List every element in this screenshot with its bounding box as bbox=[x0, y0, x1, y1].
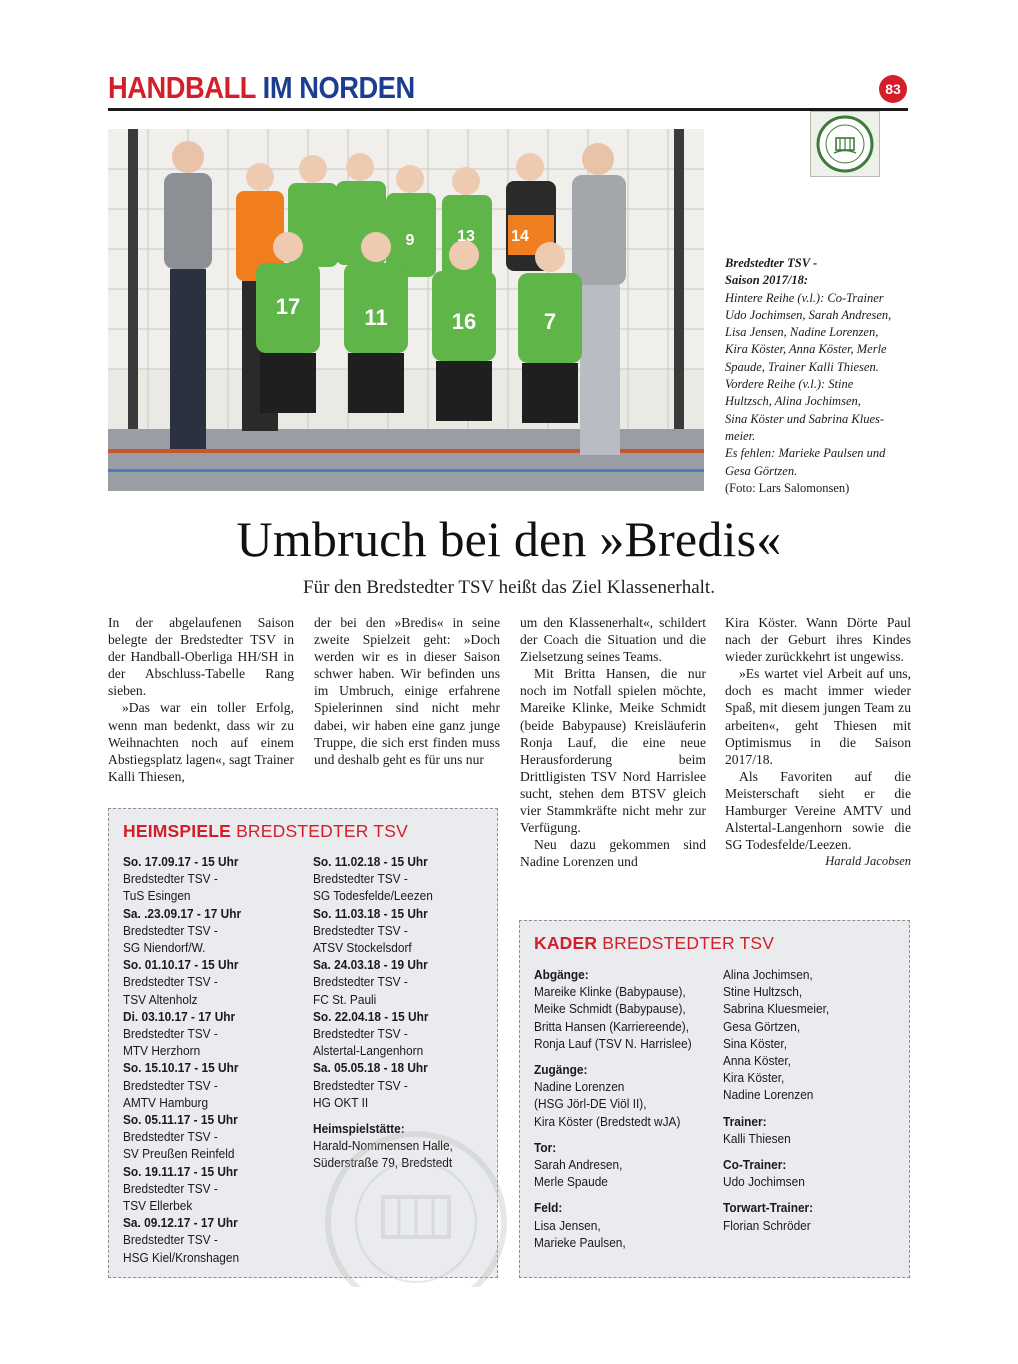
cotrainer-name: Udo Jochimsen bbox=[723, 1174, 805, 1190]
paragraph: »Es wartet viel Arbeit auf uns, doch es macht immer wieder Spaß, mit diesem jungen Team zu arbeiten«, geht Thiesen mit Optimismus in die Saison 2017/18. bbox=[725, 666, 911, 767]
kader-box bbox=[519, 920, 910, 1278]
game-date: So. 11.03.18 - 15 Uhr bbox=[313, 905, 428, 921]
caption-line: Es fehlen: Marieke Paulsen und bbox=[725, 446, 886, 461]
game-date: So. 01.10.17 - 15 Uhr bbox=[123, 957, 239, 973]
heimspiele-title bbox=[123, 821, 408, 842]
paragraph: In der abgelaufenen Saison belegte der Bredstedter TSV in der Handball-Oberliga HH/SH in der Abschluss-Tabelle Rang sieben. bbox=[108, 615, 294, 699]
jersey-number: 9 bbox=[405, 232, 415, 249]
caption-title: Bredstedter TSV - bbox=[725, 256, 818, 270]
game-home: Bredstedter TSV - bbox=[123, 1180, 218, 1196]
paragraph: der bei den »Bredis« in seine zweite Spielzeit geht: »Doch werden wir es in dieser Saison schwer haben. Wir befinden uns im Umbruch, einige erfahrene Spielerinnen sind nicht mehr dabei, wir haben eine ganz junge Truppe, die sich erst finden muss und deshalb geht es für uns nur bbox=[314, 615, 500, 767]
caption-line: Lisa Jensen, Nadine Lorenzen, bbox=[725, 325, 879, 340]
masthead-handball: HANDBALL bbox=[108, 70, 256, 105]
game-away: FC St. Pauli bbox=[313, 991, 377, 1007]
game-away: TuS Esingen bbox=[123, 888, 191, 904]
club-logo bbox=[810, 111, 880, 177]
heimspiele-title-bold: HEIMSPIELE bbox=[123, 821, 231, 841]
game-date: Sa. 05.05.18 - 18 Uhr bbox=[313, 1060, 428, 1076]
article-column-1 bbox=[108, 614, 294, 785]
game-home: Bredstedter TSV - bbox=[313, 871, 408, 887]
heimspiele-title-normal: BREDSTEDTER TSV bbox=[236, 821, 408, 841]
caption-line: meier. bbox=[725, 428, 756, 443]
article-author: Harald Jacobsen bbox=[825, 854, 911, 869]
feld-item: Gesa Görtzen, bbox=[723, 1018, 801, 1034]
heimspiele-list-right bbox=[313, 853, 493, 1172]
zugang-item: (HSG Jörl-DE Viöl II), bbox=[534, 1096, 647, 1112]
abgang-item: Meike Schmidt (Babypause), bbox=[534, 1001, 686, 1017]
game-date: So. 17.09.17 - 15 Uhr bbox=[123, 854, 239, 869]
torwart-trainer-label: Torwart-Trainer: bbox=[723, 1200, 814, 1216]
article-column-2 bbox=[314, 614, 500, 768]
article-subhead: Für den Bredstedter TSV heißt das Ziel Klassenerhalt. bbox=[303, 577, 715, 598]
game-home: Bredstedter TSV - bbox=[123, 1026, 218, 1042]
game-home: Bredstedter TSV - bbox=[313, 1026, 408, 1042]
caption-line: Udo Jochimsen, Sarah Andresen, bbox=[725, 307, 892, 322]
photo-caption bbox=[725, 255, 915, 497]
game-date: So. 19.11.17 - 15 Uhr bbox=[123, 1163, 238, 1179]
abgang-item: Britta Hansen (Karriereende), bbox=[534, 1018, 690, 1034]
trainer-name: Kalli Thiesen bbox=[723, 1130, 791, 1146]
game-away: SV Preußen Reinfeld bbox=[123, 1146, 235, 1162]
game-home: Bredstedter TSV - bbox=[123, 1129, 218, 1145]
caption-line: Hintere Reihe (v.l.): Co-Trainer bbox=[725, 290, 884, 305]
kader-list-right bbox=[723, 966, 894, 1234]
tor-item: Sarah Andresen, bbox=[534, 1157, 623, 1173]
feld-item: Lisa Jensen, bbox=[534, 1217, 601, 1233]
team-photo bbox=[108, 129, 704, 491]
feld-item: Sina Köster, bbox=[723, 1035, 787, 1051]
game-away: TSV Altenholz bbox=[123, 991, 198, 1007]
caption-line: Kira Köster, Anna Köster, Merle bbox=[725, 342, 887, 357]
trainer-label: Trainer: bbox=[723, 1113, 767, 1129]
feld-item: Sabrina Kluesmeier, bbox=[723, 1001, 830, 1017]
club-watermark-icon bbox=[321, 1127, 511, 1287]
game-away: AMTV Hamburg bbox=[123, 1094, 209, 1110]
paragraph: Kira Köster. Wann Dörte Paul nach der Geburt ihres Kindes wieder zurückkehrt ist ungewiss. bbox=[725, 615, 911, 665]
article-column-4 bbox=[725, 614, 911, 870]
zugang-item: Nadine Lorenzen bbox=[534, 1079, 625, 1095]
feld-item: Anna Köster, bbox=[723, 1053, 791, 1069]
venue-label: Heimspielstätte: bbox=[313, 1121, 405, 1137]
game-date: So. 15.10.17 - 15 Uhr bbox=[123, 1060, 239, 1076]
feld-item: Nadine Lorenzen bbox=[723, 1087, 814, 1103]
heimspiele-box bbox=[108, 808, 498, 1278]
tor-label: Tor: bbox=[534, 1139, 557, 1155]
kader-title-bold: KADER bbox=[534, 933, 598, 953]
paragraph: Neu dazu gekommen sind Nadine Lorenzen und bbox=[520, 837, 706, 870]
kader-title-normal: BREDSTEDTER TSV bbox=[602, 933, 775, 953]
photo-credit: (Foto: Lars Salomonsen) bbox=[725, 480, 850, 495]
abgang-item: Mareike Klinke (Babypause), bbox=[534, 984, 686, 1000]
game-home: Bredstedter TSV - bbox=[123, 1232, 218, 1248]
jersey-number: 14 bbox=[511, 228, 529, 245]
jersey-number: 16 bbox=[451, 309, 477, 334]
feld-item: Stine Hultzsch, bbox=[723, 984, 803, 1000]
cotrainer-label: Co-Trainer: bbox=[723, 1157, 787, 1173]
feld-label: Feld: bbox=[534, 1200, 563, 1216]
zugang-item: Kira Köster (Bredstedt wJA) bbox=[534, 1113, 681, 1129]
game-date: Sa. 24.03.18 - 19 Uhr bbox=[313, 957, 428, 973]
kader-title bbox=[534, 933, 774, 954]
abgaenge-label: Abgänge: bbox=[534, 967, 589, 982]
game-date: Sa. .23.09.17 - 17 Uhr bbox=[123, 905, 242, 921]
game-away: HG OKT II bbox=[313, 1094, 369, 1110]
game-away: Alstertal-Langenhorn bbox=[313, 1043, 424, 1059]
game-away: TSV Ellerbek bbox=[123, 1198, 193, 1214]
paragraph: »Das war ein toller Erfolg, wenn man bedenkt, dass wir zu Weihnachten noch auf einem Abstiegsplatz lagen«, sagt Trainer Kalli Thiesen, bbox=[108, 700, 294, 784]
caption-line: Vordere Reihe (v.l.): Stine bbox=[725, 377, 854, 392]
feld-item: Marieke Paulsen, bbox=[534, 1234, 626, 1250]
game-away: ATSV Stockelsdorf bbox=[313, 940, 412, 956]
jersey-number: 7 bbox=[543, 309, 557, 334]
game-date: Sa. 09.12.17 - 17 Uhr bbox=[123, 1215, 238, 1231]
heimspiele-list-left bbox=[123, 853, 303, 1266]
game-home: Bredstedter TSV - bbox=[313, 922, 408, 938]
game-home: Bredstedter TSV - bbox=[123, 974, 218, 990]
masthead-im-norden: IM NORDEN bbox=[262, 70, 415, 105]
tor-item: Merle Spaude bbox=[534, 1174, 608, 1190]
caption-title: Saison 2017/18: bbox=[725, 273, 809, 288]
zugaenge-label: Zugänge: bbox=[534, 1062, 588, 1078]
article-headline: Umbruch bei den »Bredis« bbox=[236, 511, 782, 567]
game-date: So. 05.11.17 - 15 Uhr bbox=[123, 1112, 238, 1128]
jersey-number: 17 bbox=[275, 294, 301, 319]
paragraph: Als Favoriten auf die Meisterschaft sieht er die Hamburger Vereine AMTV und Alstertal-Langenhorn sowie die SG Todesfelde/Leezen. bbox=[725, 768, 911, 853]
caption-line: Gesa Görtzen. bbox=[725, 463, 798, 478]
abgang-item: Ronja Lauf (TSV N. Harrislee) bbox=[534, 1035, 692, 1051]
game-date: So. 22.04.18 - 15 Uhr bbox=[313, 1008, 429, 1024]
game-date: So. 11.02.18 - 15 Uhr bbox=[313, 854, 428, 869]
jersey-number: 13 bbox=[457, 228, 475, 245]
club-emblem-icon bbox=[814, 115, 876, 173]
caption-line: Sina Köster und Sabrina Klues- bbox=[725, 411, 885, 426]
header-rule bbox=[108, 108, 908, 111]
feld-item: Kira Köster, bbox=[723, 1070, 785, 1086]
game-home: Bredstedter TSV - bbox=[123, 922, 218, 938]
kader-list-left bbox=[534, 966, 714, 1251]
masthead bbox=[108, 70, 415, 106]
game-home: Bredstedter TSV - bbox=[123, 871, 218, 887]
caption-line: Spaude, Trainer Kalli Thiesen. bbox=[725, 359, 879, 374]
game-date: Di. 03.10.17 - 17 Uhr bbox=[123, 1008, 236, 1024]
game-home: Bredstedter TSV - bbox=[313, 1077, 408, 1093]
game-away: HSG Kiel/Kronshagen bbox=[123, 1249, 240, 1265]
venue-line: Süderstraße 79, Bredstedt bbox=[313, 1155, 453, 1171]
game-home: Bredstedter TSV - bbox=[123, 1077, 218, 1093]
feld-item: Alina Jochimsen, bbox=[723, 967, 813, 982]
paragraph: Mit Britta Hansen, die nur noch im Notfall spielen möchte, Mareike Klinke, Meike Schmidt (beide Babypause) Kreisläuferin Ronja Lauf, die eine neue Herausforderung beim Drittligisten TSV Nord Harrislee sucht, stehen dem BTSV gleich vier Stammkräfte nicht mehr zur Verfügung. bbox=[520, 666, 706, 836]
paragraph: um den Klassenerhalt«, schildert der Coach die Situation und die Zielsetzung seines Teams. bbox=[520, 615, 706, 665]
caption-line: Hultzsch, Alina Jochimsen, bbox=[725, 394, 861, 409]
article-column-3 bbox=[520, 614, 706, 870]
torwart-trainer-name: Florian Schröder bbox=[723, 1217, 811, 1233]
game-away: MTV Herzhorn bbox=[123, 1043, 201, 1059]
jersey-number: 11 bbox=[364, 305, 388, 330]
game-home: Bredstedter TSV - bbox=[313, 974, 408, 990]
page-number: 83 bbox=[879, 75, 907, 103]
venue-line: Harald-Nommensen Halle, bbox=[313, 1138, 453, 1154]
game-away: SG Niendorf/W. bbox=[123, 940, 206, 956]
game-away: SG Todesfelde/Leezen bbox=[313, 888, 433, 904]
